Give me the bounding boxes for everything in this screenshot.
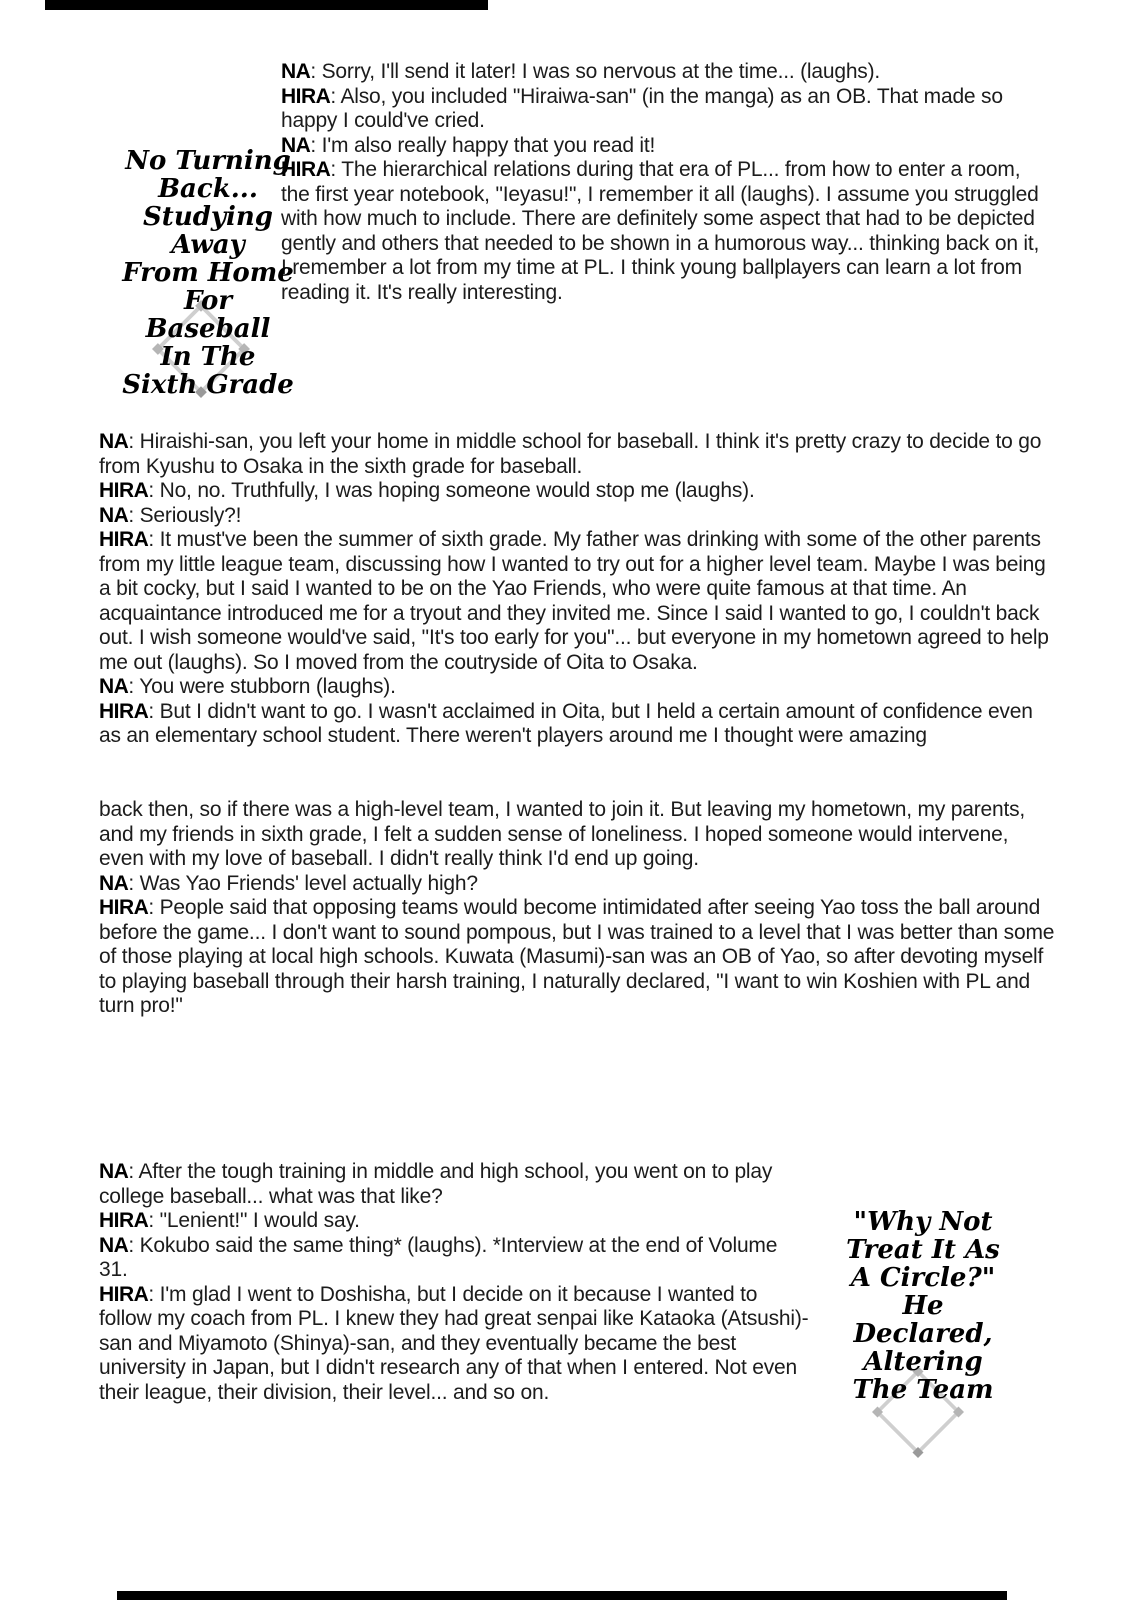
heading-line: The Team — [852, 1375, 994, 1405]
speaker-label: HIRA — [99, 699, 149, 723]
dialogue-block-1 — [281, 60, 1041, 305]
speaker-label: HIRA — [99, 896, 149, 919]
dialogue-turn — [99, 1209, 811, 1234]
dialogue-text: : People said that opposing teams would become intimidated after seeing Yao toss the ball around before the game... I don't want to sound pompous, but I was trained to a level that I was better than some of those playing at local high schools. Kuwata (Masumi)-san was an OB of Yao, so after devoting myself to playing baseball through their harsh training, I naturally declared, "I want to win Koshien with PL and turn pro!" — [99, 896, 1055, 1017]
cropped-panel-bar-bottom — [117, 1591, 1007, 1600]
speaker-label: NA — [99, 503, 129, 527]
speaker-label: HIRA — [99, 1282, 149, 1306]
dialogue-turn — [99, 675, 1057, 700]
cropped-panel-bar-top — [45, 0, 488, 10]
dialogue-turn — [281, 134, 1041, 159]
speaker-label: HIRA — [99, 1209, 149, 1232]
heading-line: Treat It As — [846, 1235, 1000, 1265]
dialogue-turn — [99, 798, 1057, 872]
dialogue-turn — [99, 430, 1057, 479]
heading-line: In The — [160, 342, 256, 372]
heading-line: Back... — [158, 174, 258, 204]
heading-line: No Turning — [125, 146, 291, 176]
speaker-label: NA — [99, 430, 129, 453]
heading-line: Altering — [863, 1347, 983, 1377]
heading-line: A Circle?" — [850, 1263, 996, 1293]
dialogue-turn — [99, 479, 1057, 504]
dialogue-turn — [99, 1283, 811, 1406]
dialogue-turn — [281, 158, 1041, 305]
speaker-label: NA — [281, 60, 311, 83]
dialogue-text: : But I didn't want to go. I wasn't acclaimed in Oita, but I held a certain amount of confidence even as an elementary school student. There weren't players around me I thought were amazing — [99, 699, 1033, 747]
speaker-label: HIRA — [281, 84, 331, 108]
dialogue-text: : The hierarchical relations during that era of PL... from how to enter a room, the first year notebook, "Ieyasu!", I remember it all (laughs). I assume you struggled with how much to include. There are definitely some aspect that had to be depicted gently and others that needed to be shown in a humorous way... thinking back on it, I remember a lot from my time at PL. I think young ballplayers can learn a lot from reading it. It's really interesting. — [281, 158, 1040, 304]
heading-line: He Declared, — [853, 1291, 993, 1349]
dialogue-text: : Sorry, I'll send it later! I was so nervous at the time... (laughs). — [310, 60, 881, 83]
dialogue-text: : Also, you included "Hiraiwa-san" (in the manga) as an OB. That made so happy I could've cried. — [281, 84, 1003, 132]
dialogue-block-4 — [99, 1160, 811, 1405]
dialogue-text: : Hiraishi-san, you left your home in middle school for baseball. I think it's pretty crazy to decide to go from Kyushu to Osaka in the sixth grade for baseball. — [99, 430, 1042, 478]
dialogue-text: : I'm glad I went to Doshisha, but I decide on it because I wanted to follow my coach from PL. I knew they had great senpai like Kataoka (Atsushi)-san and Miyamoto (Shinya)-san, and they eventually became the best university in Japan, but I didn't research any of that when I entered. Not even their league, their division, their level... and so on. — [99, 1282, 809, 1404]
heading-line: From Home — [122, 258, 294, 288]
heading-line: "Why Not — [853, 1207, 993, 1237]
dialogue-text: : No, no. Truthfully, I was hoping someone would stop me (laughs). — [148, 479, 755, 502]
speaker-label: HIRA — [281, 158, 331, 181]
dialogue-turn — [99, 872, 1057, 897]
heading-line: Studying Away — [143, 202, 273, 260]
dialogue-turn — [99, 1234, 811, 1283]
speaker-label: NA — [99, 1233, 129, 1257]
dialogue-turn — [99, 528, 1057, 675]
dialogue-text: : Kokubo said the same thing* (laughs). *Interview at the end of Volume 31. — [99, 1233, 778, 1281]
dialogue-turn — [281, 60, 1041, 85]
heading-line: Sixth Grade — [122, 370, 294, 400]
speaker-label: HIRA — [99, 479, 149, 502]
section-heading-left — [118, 147, 298, 399]
speaker-label: NA — [99, 675, 129, 698]
speaker-label: NA — [281, 133, 311, 157]
dialogue-block-2 — [99, 430, 1057, 749]
speaker-label: HIRA — [99, 528, 149, 551]
dialogue-text: : I'm also really happy that you read it! — [310, 133, 656, 157]
dialogue-turn — [99, 896, 1057, 1019]
dialogue-turn — [99, 1160, 811, 1209]
speaker-label: NA — [99, 871, 129, 895]
dialogue-text: : Seriously?! — [128, 503, 242, 527]
dialogue-text: : "Lenient!" I would say. — [148, 1209, 360, 1232]
dialogue-turn — [99, 504, 1057, 529]
dialogue-block-3 — [99, 798, 1057, 1019]
dialogue-turn — [281, 85, 1041, 134]
heading-line: For Baseball — [145, 286, 271, 344]
dialogue-text: : After the tough training in middle and high school, you went on to play college baseball... what was that like? — [99, 1160, 773, 1208]
dialogue-text: : Was Yao Friends' level actually high? — [128, 871, 478, 895]
section-heading-right — [838, 1208, 1008, 1404]
dialogue-text: : It must've been the summer of sixth grade. My father was drinking with some of the other parents from my little league team, discussing how I wanted to try out for a higher level team. Maybe I was being a bit cocky, but I said I wanted to be on the Yao Friends, who were quite famous at that time. An acquaintance introduced me for a tryout and they invited me. Since I said I wanted to go, I couldn't back out. I wish someone would've said, "It's too early for you"... but everyone in my hometown agreed to help me out (laughs). So I moved from the coutryside of Oita to Osaka. — [99, 528, 1049, 674]
dialogue-text: back then, so if there was a high-level team, I wanted to join it. But leaving my hometown, my parents, and my friends in sixth grade, I felt a sudden sense of loneliness. I hoped someone would intervene, even with my love of baseball. I didn't really think I'd end up going. — [99, 798, 1026, 870]
speaker-label: NA — [99, 1160, 129, 1183]
dialogue-turn — [99, 700, 1057, 749]
dialogue-text: : You were stubborn (laughs). — [128, 675, 396, 698]
